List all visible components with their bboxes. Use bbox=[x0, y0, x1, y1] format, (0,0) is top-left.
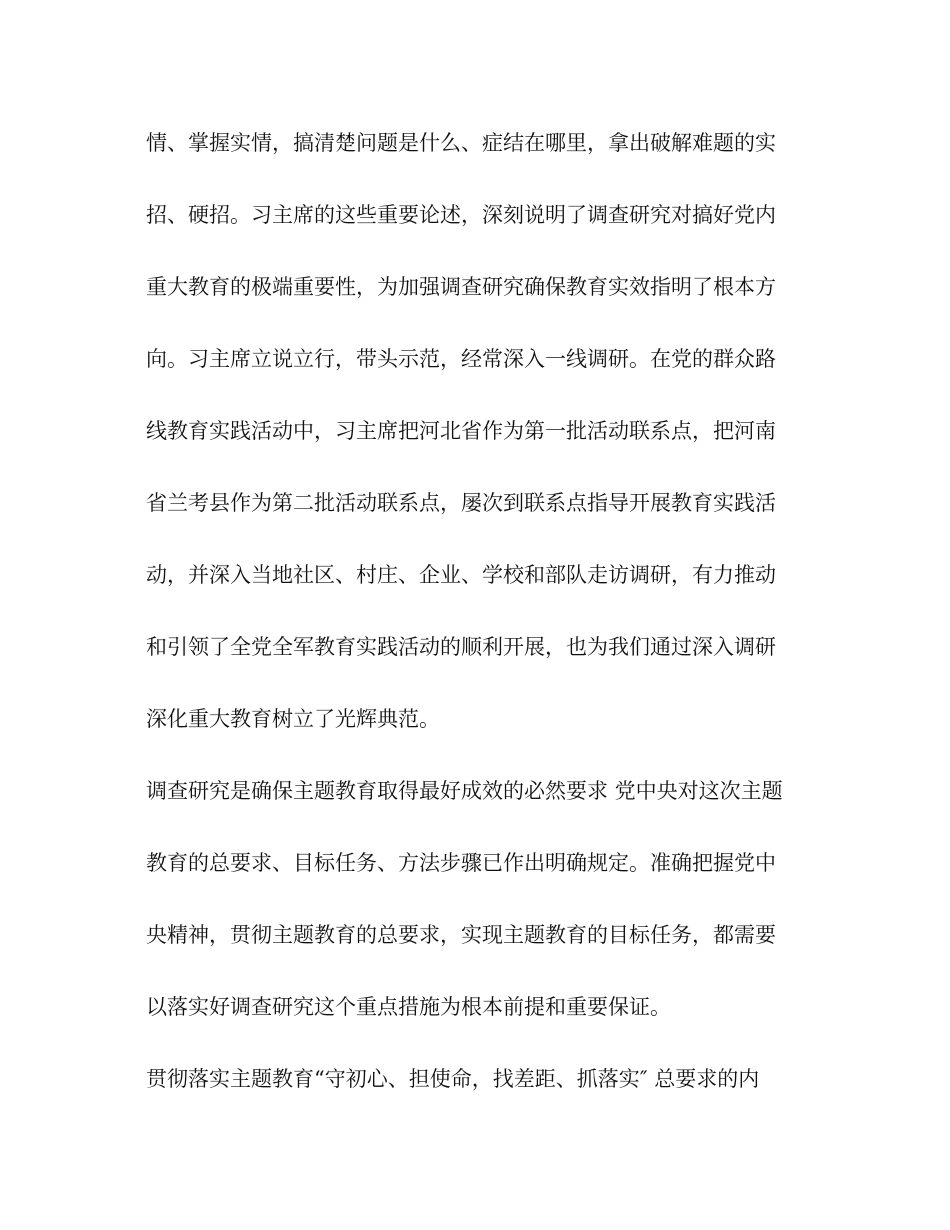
paragraph-line: 招、硬招。习主席的这些重要论述，深刻说明了调查研究对搞好党内 bbox=[146, 203, 776, 227]
paragraph-line: 央精神，贯彻主题教育的总要求，实现主题教育的目标任务，都需要 bbox=[146, 923, 776, 947]
paragraph-line: 动，并深入当地社区、村庄、企业、学校和部队走访调研，有力推动 bbox=[146, 563, 776, 587]
paragraph-line: 深化重大教育树立了光辉典范。 bbox=[146, 707, 440, 731]
paragraph-line: 贯彻落实主题教育“守初心、担使命，找差距、抓落实″ 总要求的内 bbox=[146, 1067, 760, 1091]
paragraph-line: 以落实好调查研究这个重点措施为根本前提和重要保证。 bbox=[146, 995, 671, 1019]
paragraph-line: 省兰考县作为第二批活动联系点，屡次到联系点指导开展教育实践活 bbox=[146, 491, 776, 515]
paragraph-line: 向。习主席立说立行，带头示范，经常深入一线调研。在党的群众路 bbox=[146, 347, 776, 371]
paragraph-line: 重大教育的极端重要性，为加强调查研究确保教育实效指明了根本方 bbox=[146, 275, 776, 299]
paragraph-line: 情、掌握实情，搞清楚问题是什么、症结在哪里，拿出破解难题的实 bbox=[146, 131, 776, 155]
paragraph-line: 教育的总要求、目标任务、方法步骤已作出明确规定。准确把握党中 bbox=[146, 851, 776, 875]
paragraph-line: 线教育实践活动中，习主席把河北省作为第一批活动联系点，把河南 bbox=[146, 419, 776, 443]
paragraph-line: 和引领了全党全军教育实践活动的顺利开展，也为我们通过深入调研 bbox=[146, 635, 776, 659]
paragraph-line: 调查研究是确保主题教育取得最好成效的必然要求 党中央对这次主题 bbox=[146, 779, 783, 803]
